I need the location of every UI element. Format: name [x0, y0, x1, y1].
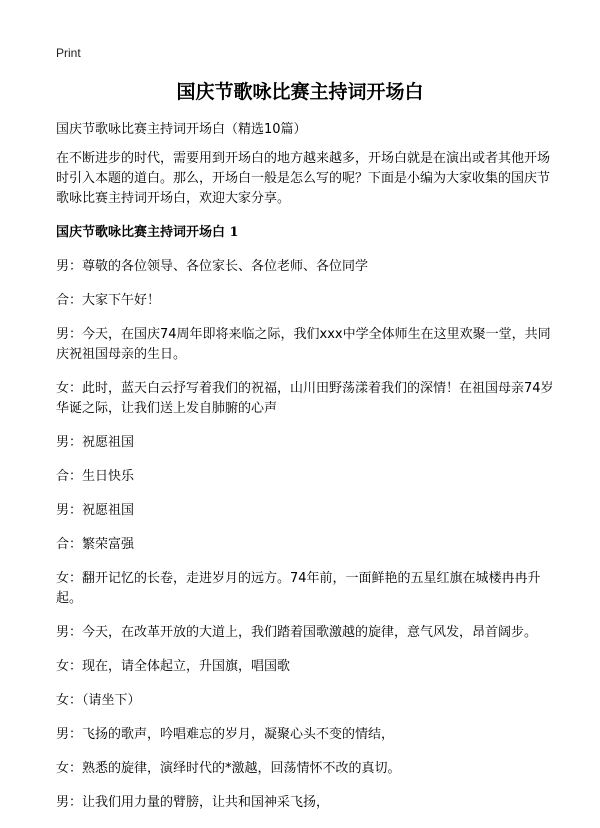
- print-link[interactable]: Print: [56, 46, 81, 60]
- intro-paragraph: 在不断进步的时代，需要用到开场白的地方越来越多，开场白就是在演出或者其他开场时引入本题的道白。那么，开场白一般是怎么写的呢？下面是小编为大家收集的国庆节歌咏比赛主持词开场白，欢迎大家分享。: [56, 151, 551, 206]
- document-subtitle: 国庆节歌咏比赛主持词开场白（精选10篇）: [56, 122, 307, 137]
- script-line: 女：现在，请全体起立，升国旗，唱国歌: [56, 659, 291, 674]
- page-title: 国庆节歌咏比赛主持词开场白: [176, 81, 424, 103]
- script-line: 男：今天，在国庆74周年即将来临之际，我们xxx中学全体师生在这里欢聚一堂，共同庆祝祖国母亲的生日。: [56, 327, 551, 362]
- script-line: 合：大家下午好！: [56, 293, 161, 308]
- script-line: 男：今天，在改革开放的大道上，我们踏着国歌激越的旋律，意气风发，昂首阔步。: [56, 625, 538, 640]
- script-line: 合：生日快乐: [56, 469, 135, 484]
- script-line: 女：翻开记忆的长卷，走进岁月的远方。74年前，一面鲜艳的五星红旗在城楼冉冉升起。: [56, 571, 541, 606]
- script-line: 男：祝愿祖国: [56, 503, 135, 518]
- script-line: 男：让我们用力量的臂膀，让共和国神采飞扬，: [56, 795, 330, 810]
- section-heading: 国庆节歌咏比赛主持词开场白 1: [56, 225, 239, 240]
- script-line: 女：熟悉的旋律，演绎时代的*激越，回荡情怀不改的真切。: [56, 761, 401, 776]
- script-line: 男：尊敬的各位领导、各位家长、各位老师、各位同学: [56, 259, 369, 274]
- script-line: 合：繁荣富强: [56, 537, 135, 552]
- document-body: [56, 120, 556, 827]
- script-line: 女：此时，蓝天白云抒写着我们的祝福，山川田野荡漾着我们的深情！在祖国母亲74岁华诞之际，让我们送上发自肺腑的心声: [56, 381, 554, 416]
- script-line: 男：祝愿祖国: [56, 435, 135, 450]
- script-line: 女：（请坐下）: [56, 693, 141, 708]
- script-line: 男：飞扬的歌声，吟唱难忘的岁月，凝聚心头不变的情结，: [56, 727, 395, 742]
